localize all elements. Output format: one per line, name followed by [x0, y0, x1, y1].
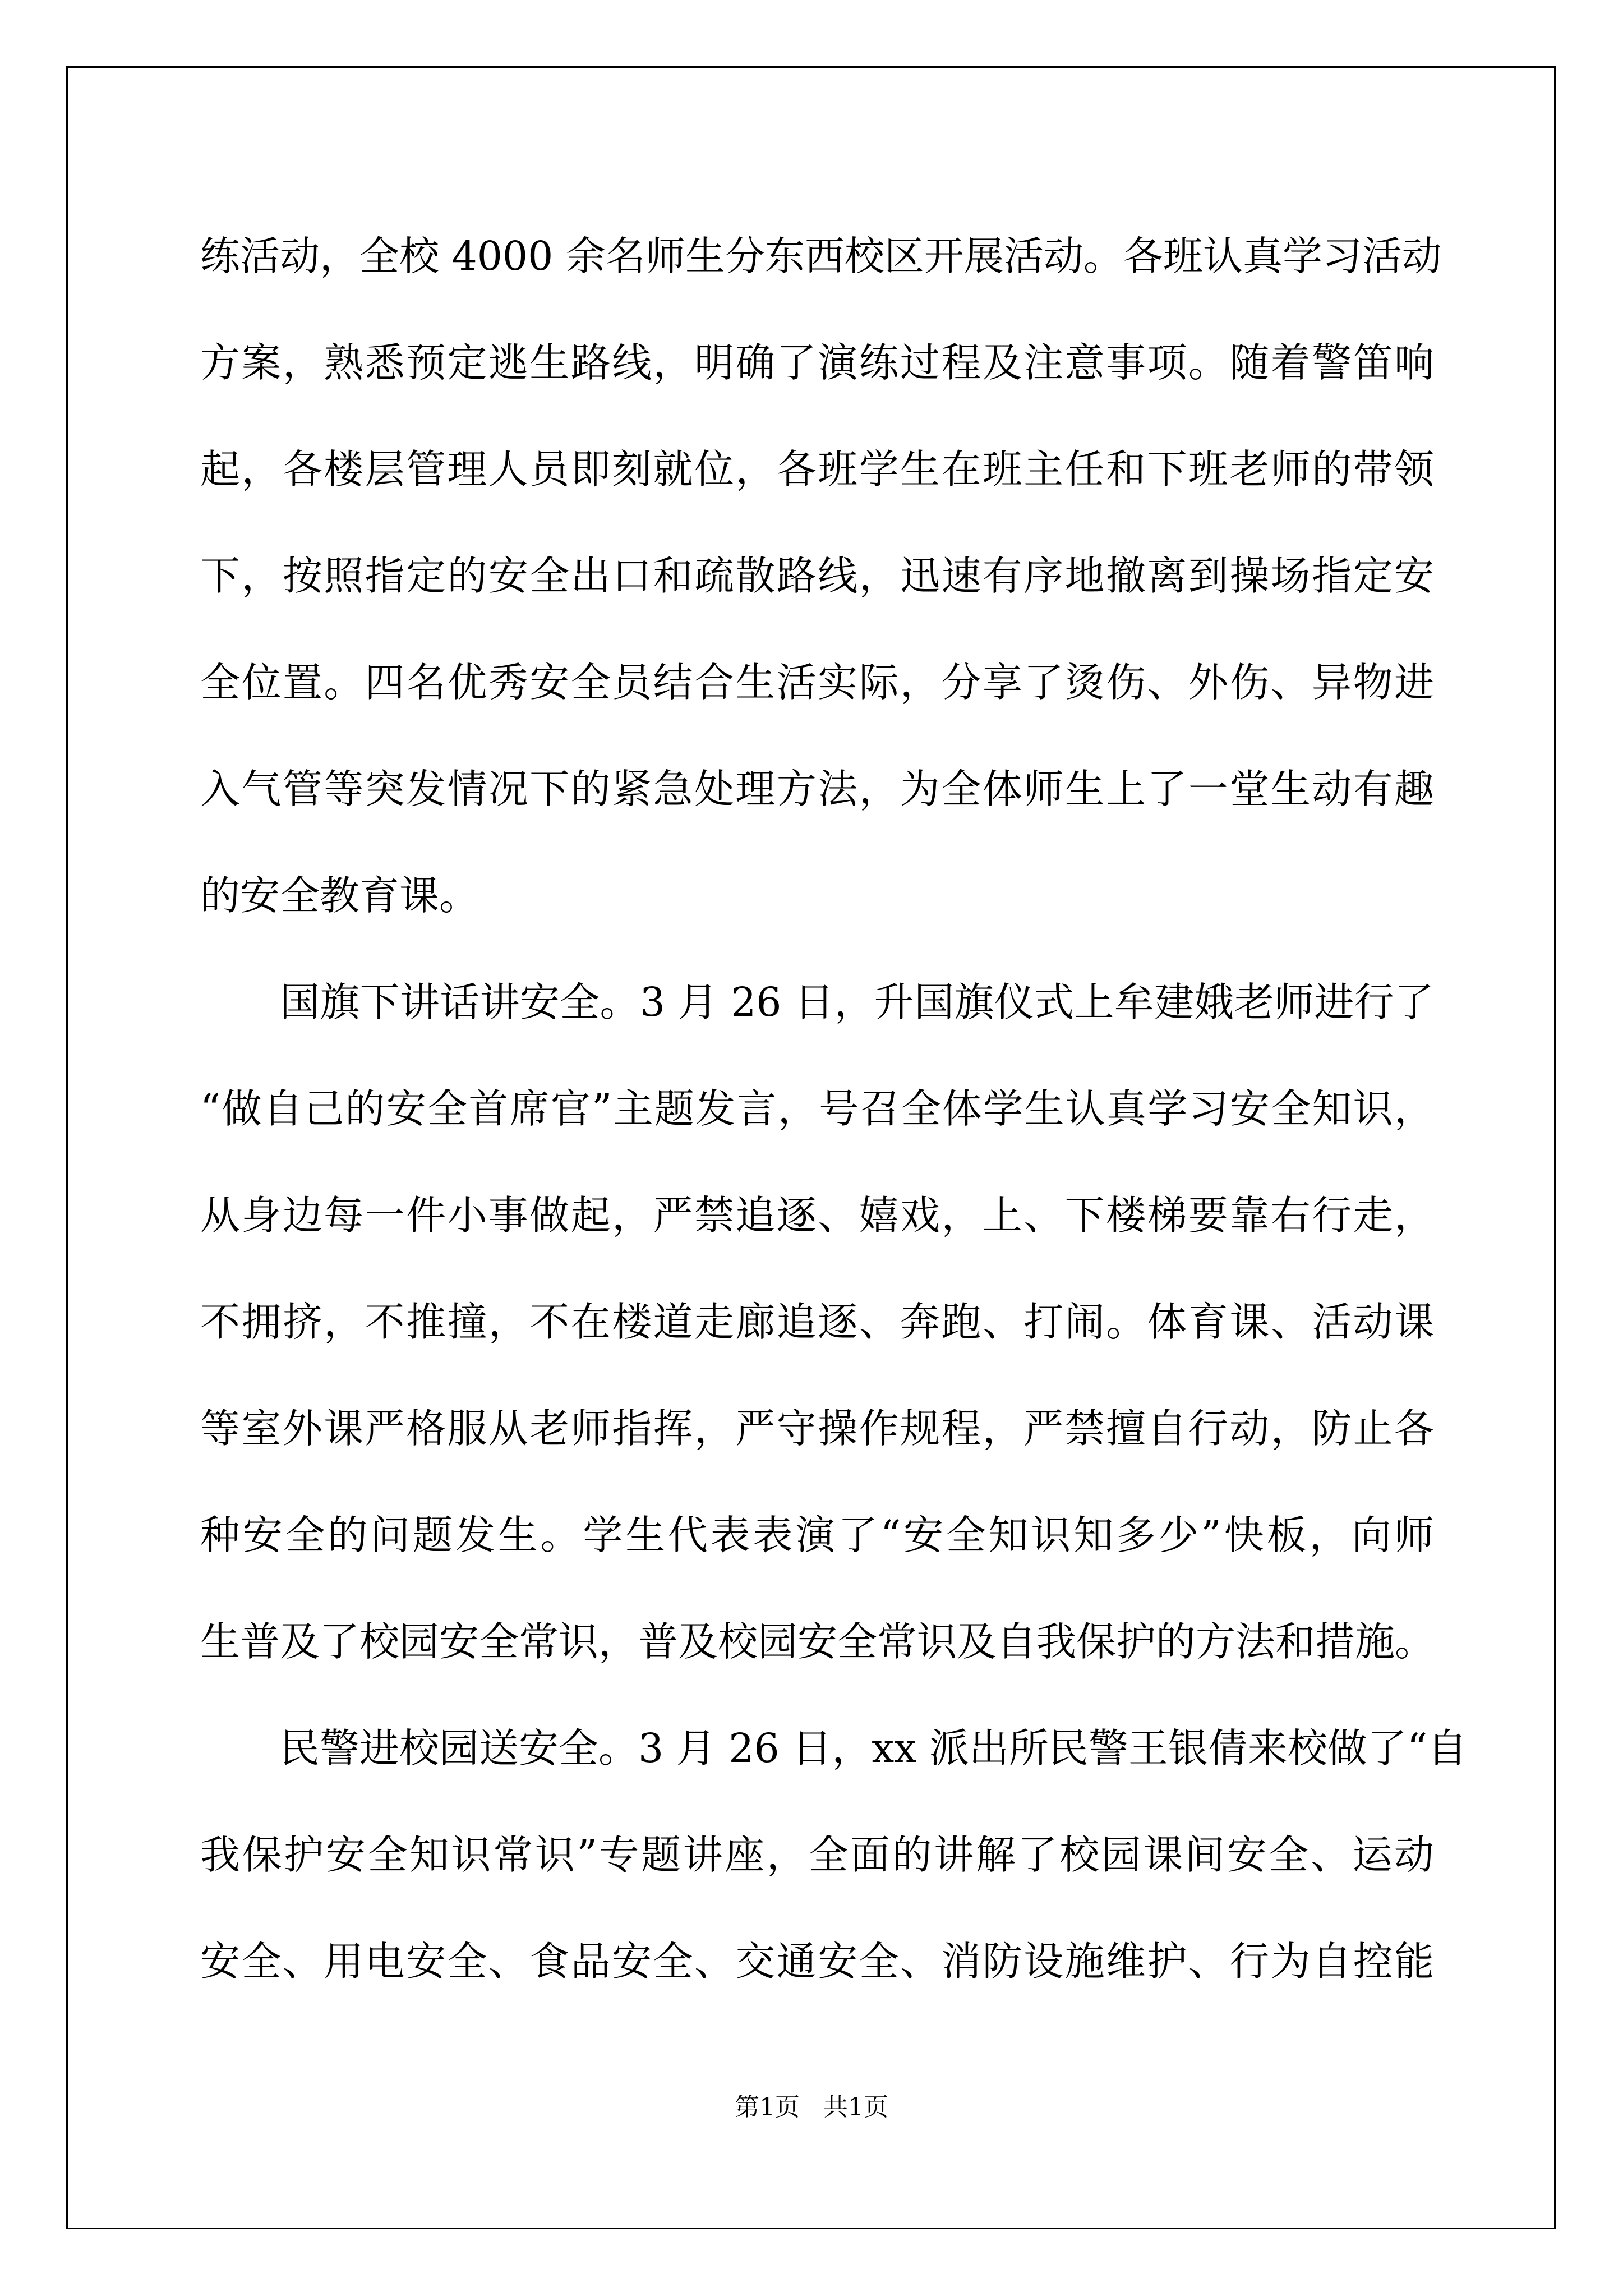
text-line: 起，各楼层管理人员即刻就位，各班学生在班主任和下班老师的带领 — [200, 446, 1434, 493]
text-line: “做自己的安全首席官”主题发言，号召全体学生认真学习安全知识， — [200, 1085, 1434, 1132]
text-line: 种安全的问题发生。学生代表表演了“安全知识知多少”快板，向师 — [200, 1512, 1434, 1558]
text-line: 全位置。四名优秀安全员结合生活实际，分享了烫伤、外伤、异物进 — [200, 659, 1434, 706]
text-line: 不拥挤，不推撞，不在楼道走廊追逐、奔跑、打闹。体育课、活动课 — [200, 1299, 1434, 1345]
page-number-footer: 第1页 共1页 — [735, 2093, 888, 2122]
text-line: 入气管等突发情况下的紧急处理方法，为全体师生上了一堂生动有趣 — [200, 766, 1434, 812]
text-line: 安全、用电安全、食品安全、交通安全、消防设施维护、行为自控能 — [200, 1938, 1434, 1985]
text-line-paragraph-end: 的安全教育课。 — [200, 872, 479, 919]
paragraph-first-line: 国旗下讲话讲安全。3 月 26 日，升国旗仪式上牟建娥老师进行了 — [280, 979, 1434, 1025]
text-line: 从身边每一件小事做起，严禁追逐、嬉戏，上、下楼梯要靠右行走， — [200, 1192, 1434, 1239]
document-body — [200, 203, 1468, 2015]
text-line: 等室外课严格服从老师指挥，严守操作规程，严禁擅自行动，防止各 — [200, 1405, 1434, 1452]
paragraph-first-line: 民警进校园送安全。3 月 26 日，xx 派出所民警王银倩来校做了“自 — [280, 1725, 1468, 1772]
text-line: 我保护安全知识常识”专题讲座，全面的讲解了校园课间安全、运动 — [200, 1832, 1434, 1878]
text-line: 练活动，全校 4000 余名师生分东西校区开展活动。各班认真学习活动 — [200, 233, 1442, 279]
text-line: 方案，熟悉预定逃生路线，明确了演练过程及注意事项。随着警笛响 — [200, 339, 1434, 386]
text-line: 下，按照指定的安全出口和疏散路线，迅速有序地撤离到操场指定安 — [200, 553, 1434, 599]
text-line-paragraph-end: 生普及了校园安全常识，普及校园安全常识及自我保护的方法和措施。 — [200, 1618, 1435, 1665]
